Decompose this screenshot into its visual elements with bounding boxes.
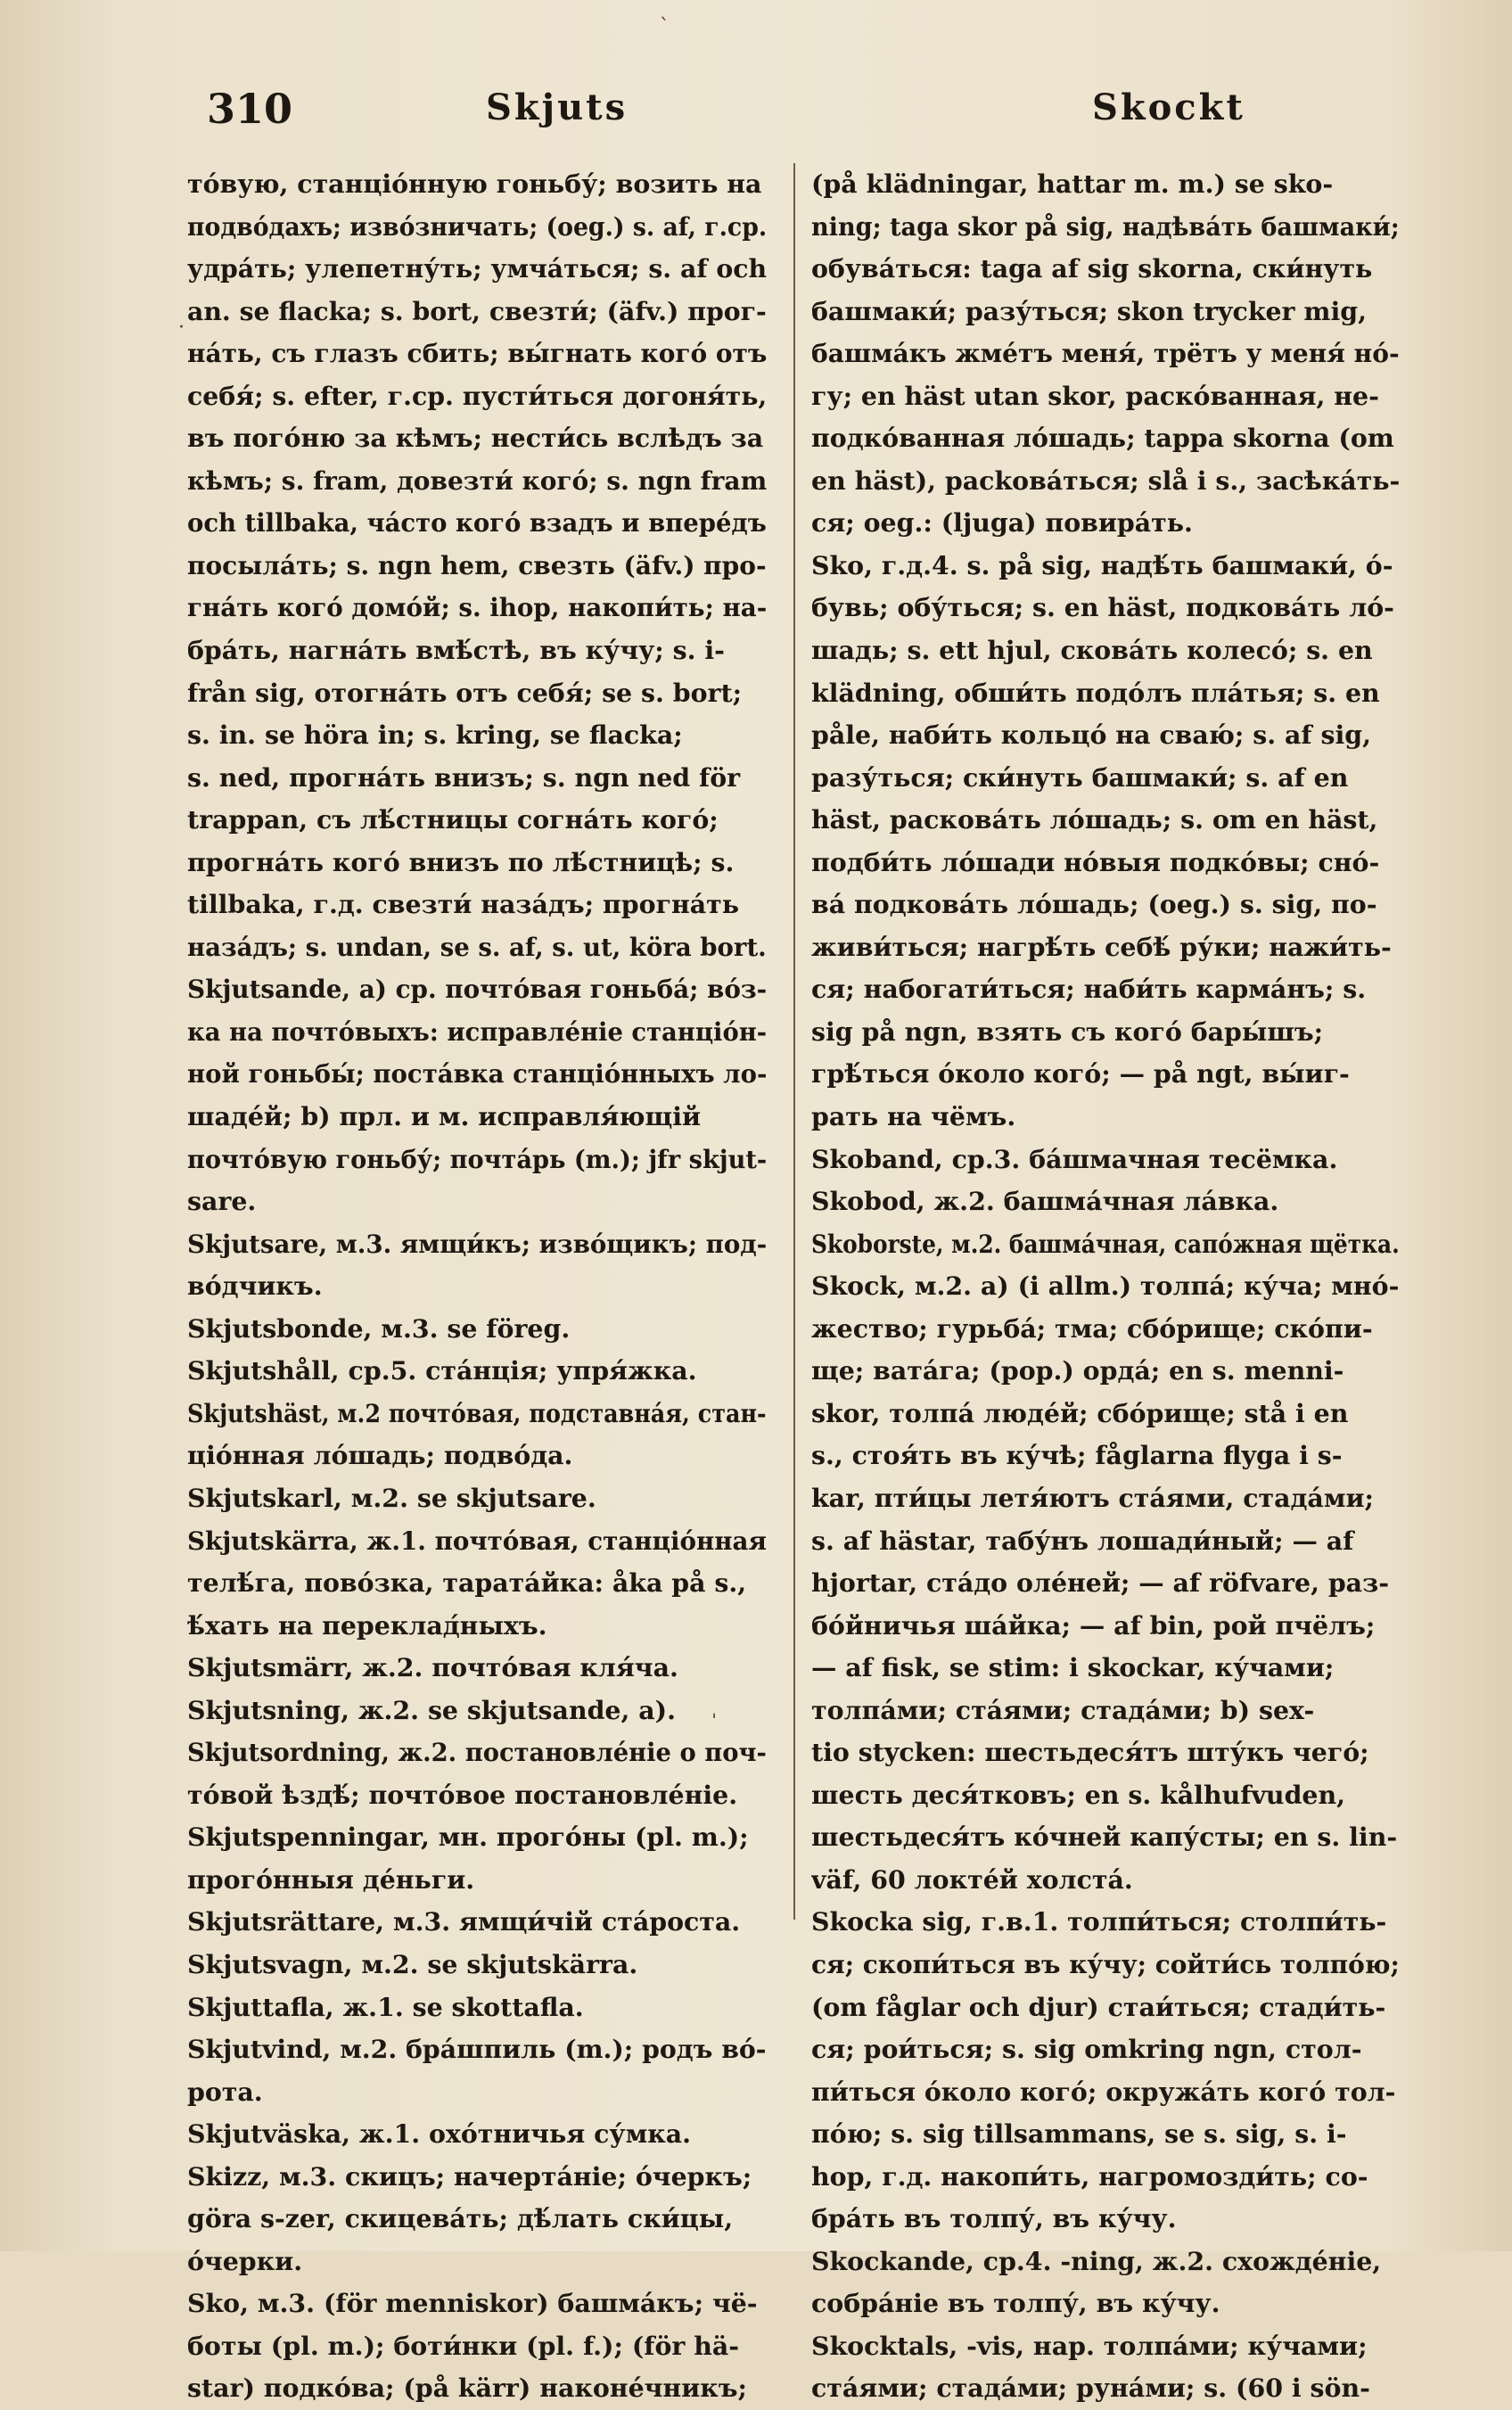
text-line: sig på ngn, взять съ кого́ бары́шъ; [811, 1016, 1324, 1047]
text-line: разу́ться; ски́нуть башмаки́; s. af en [811, 761, 1349, 793]
text-line: från sig, отогна́ть отъ себя́; se s. bort; [187, 677, 743, 708]
text-line: прого́нныя де́ньги. [187, 1863, 475, 1895]
text-line: во́дчикъ. [187, 1271, 323, 1302]
paper-speck: · [178, 317, 185, 339]
text-line: s. in. se höra in; s. kring, se flacka; [187, 720, 683, 751]
paper-speck: ˋ [660, 16, 670, 38]
text-line: шестьдеся́тъ ко́чней капу́сты; en s. lin- [811, 1822, 1398, 1853]
text-line: väf, 60 локте́й холста́. [811, 1863, 1133, 1895]
text-line: göra s-zer, скицева́ть; дѣ́лать ски́цы, [187, 2203, 734, 2234]
text-line: ста́ями; стада́ми; руна́ми; s. (60 i sön- [811, 2373, 1370, 2404]
column-divider [793, 163, 795, 1920]
text-line: башма́къ жме́тъ меня́, трётъ у меня́ но́- [811, 338, 1400, 369]
text-line: телѣ́га, пово́зка, тарата́йка: åka på s., [187, 1567, 747, 1599]
text-line: kar, пти́цы летя́ютъ ста́ями, стада́ми; [811, 1482, 1375, 1513]
text-line: подби́ть ло́шади но́выя подко́вы; сно́- [811, 846, 1380, 877]
text-line: påle, наби́ть кольцо́ на сваю́; s. af sig, [811, 720, 1371, 751]
text-line: Skjutskarl, м.2. se skjutsare. [187, 1482, 596, 1513]
running-head-left: Skjuts [486, 86, 629, 128]
text-line: häst, раскова́ть ло́шадь; s. om en häst, [811, 804, 1378, 835]
text-line: Skjutsvagn, м.2. se skjutskärra. [187, 1948, 638, 1979]
text-line: Skocktals, -vis, нар. толпа́ми; ку́чами; [811, 2330, 1368, 2361]
text-line: собра́ніе въ толпу́, въ ку́чу. [811, 2288, 1220, 2319]
text-line: Skobod, ж.2. башма́чная ла́вка. [811, 1186, 1279, 1217]
text-line: шадь; s. ett hjul, скова́ть колесо́; s. en [811, 635, 1373, 666]
text-line: гу; en häst utan skor, раско́ванная, не- [811, 380, 1379, 411]
text-line: hjortar, ста́до оле́ней; — af röfvare, раз- [811, 1567, 1389, 1599]
text-line: s. ned, прогна́ть внизъ; s. ngn ned för [187, 761, 741, 793]
text-line: skor, толпа́ люде́й; сбо́рище; stå i en [811, 1397, 1349, 1428]
text-line: Skockande, ср.4. -ning, ж.2. схожде́ніе, [811, 2245, 1382, 2276]
text-line: Skjutsare, м.3. ямщи́къ; изво́щикъ; под- [187, 1228, 767, 1259]
text-line: пи́ться о́коло кого́; окружа́ть кого́ тол- [811, 2076, 1396, 2107]
text-line: о́черки. [187, 2245, 303, 2276]
text-line: Skjutsande, a) ср. почто́вая гоньба́; во́з- [187, 974, 767, 1005]
text-line: подко́ванная ло́шадь; tappa skorna (om [811, 423, 1394, 454]
text-line: ва́ подкова́ть ло́шадь; (oeg.) s. sig, по- [811, 889, 1377, 920]
text-line: Skjutsrättare, м.3. ямщи́чій ста́роста. [187, 1906, 741, 1937]
text-line: trappan, съ лѣ́стницы согна́ть кого́; [187, 804, 719, 835]
text-line: башмаки́; разу́ться; skon trycker mig, [811, 295, 1367, 326]
text-line: Sko, м.3. (för menniskor) башма́къ; чё- [187, 2288, 758, 2319]
text-line: наза́дъ; s. undan, se s. af, s. ut, köra bort. [187, 931, 767, 962]
text-line: klädning, обши́ть подо́лъ пла́тья; s. en [811, 677, 1380, 708]
text-line: Skjutsordning, ж.2. постановле́ніе о поч- [187, 1737, 767, 1768]
text-line: Skjutspenningar, мн. прого́ны (pl. m.); [187, 1822, 749, 1853]
text-line: (på klädningar, hattar m. m.) se sko- [811, 169, 1334, 199]
text-line: бра́ть, нагна́ть вмѣ́стѣ, въ ку́чу; s. i- [187, 635, 725, 666]
text-line: въ пого́ню за кѣмъ; нести́сь вслѣдъ за [187, 423, 764, 454]
text-line: en häst), расkова́ться; slå i s., засѣка́ть- [811, 465, 1400, 496]
text-line: Skjutsmärr, ж.2. почто́вая кля́ча. [187, 1652, 678, 1683]
page-header [0, 85, 1512, 147]
text-line: sare. [187, 1186, 257, 1217]
text-line: Skjutskärra, ж.1. почто́вая, станціо́нная [187, 1525, 767, 1556]
text-line: Sko, г.д.4. s. på sig, надѣ́ть башмаки́, о́- [811, 549, 1393, 580]
text-line: то́вую, станціо́нную гоньбу́; возить на [187, 169, 762, 199]
text-line: по́ю; s. sig tillsammans, se s. sig, s. i- [811, 2118, 1347, 2150]
text-line: почто́вую гоньбу́; почта́рь (m.); jfr skjut- [187, 1143, 767, 1174]
text-line: ся; набогати́ться; наби́ть карма́нъ; s. [811, 974, 1367, 1005]
text-line: бувь; обу́ться; s. en häst, подкова́ть ло́- [811, 592, 1394, 623]
text-line: ся; рои́ться; s. sig omkring ngn, стол- [811, 2034, 1362, 2065]
text-line: Skjutväska, ж.1. охо́тничья су́мка. [187, 2118, 692, 2150]
text-line: ціо́нная ло́шадь; подво́да. [187, 1440, 573, 1471]
text-line: бо́йничья ша́йка; — af bin, рой пчёлъ; [811, 1609, 1376, 1641]
right-column [811, 163, 1400, 2410]
text-line: подво́дахъ; изво́зничать; (oeg.) s. af, г.ср. [187, 210, 767, 242]
text-line: ся; oeg.: (ljuga) повира́ть. [811, 507, 1193, 539]
text-line: гна́ть кого́ домо́й; s. ihop, накопи́ть; на- [187, 592, 767, 623]
text-line: себя́; s. efter, г.ср. пусти́ться догоня́ть, [187, 380, 767, 411]
text-line: толпа́ми; ста́ями; стада́ми; b) sex- [811, 1694, 1315, 1725]
text-line: ся; скопи́ться въ ку́чу; сойти́сь толпо́ю; [811, 1948, 1400, 1979]
text-line: Skjutsning, ж.2. se skjutsande, a). [187, 1694, 676, 1725]
text-line: Skjutvind, м.2. бра́шпиль (m.); родъ во́- [187, 2034, 767, 2065]
text-line: star) подко́ва; (på kärr) наконе́чникъ; [187, 2373, 748, 2404]
text-line: Skizz, м.3. скицъ; начерта́ніе; о́черкъ; [187, 2160, 752, 2192]
text-line: tillbaka, г.д. свезти́ наза́дъ; прогна́ть [187, 889, 740, 920]
text-line: Skoband, ср.3. ба́шмачная тесёмка. [811, 1143, 1338, 1174]
text-line: an. se flacka; s. bort, свезти́; (äfv.) прог- [187, 295, 767, 326]
text-line: рать на чёмъ. [811, 1101, 1016, 1132]
text-line: Skjutshåll, ср.5. ста́нція; упря́жка. [187, 1355, 697, 1386]
text-line: прогна́ть кого́ внизъ по лѣ́стницѣ; s. [187, 846, 735, 877]
text-line: ка на почто́выхъ: исправле́ніе станціо́н- [187, 1016, 767, 1047]
text-line: шаде́й; b) прл. и м. исправля́ющій [187, 1101, 702, 1132]
text-line: ѣ́хать на переклад́ныхъ. [187, 1609, 547, 1641]
text-line: ning; taga skor på sig, надѣва́ть башмаки́; [811, 210, 1400, 242]
text-line: живи́ться; нагрѣ́ть себѣ́ ру́ки; нажи́ть- [811, 931, 1392, 962]
text-line: ной гоньбы́; поста́вка станціо́нныхъ ло- [187, 1058, 767, 1090]
text-line: на́ть, съ глазъ сбить; вы́гнать кого́ отъ [187, 338, 767, 369]
text-line: Skocka sig, г.в.1. толпи́ться; столпи́ть- [811, 1906, 1387, 1937]
text-line: удра́ть; улепетну́ть; умча́ться; s. af och [187, 253, 767, 284]
text-line: посыла́ть; s. ngn hem, свезть (äfv.) про- [187, 549, 767, 580]
text-line: Skjuttafla, ж.1. se skottafla. [187, 1991, 584, 2022]
text-line: бра́ть въ толпу́, въ ку́чу. [811, 2203, 1177, 2234]
text-line: боты (pl. m.); боти́нки (pl. f.); (för hä- [187, 2330, 740, 2361]
text-line: s., стоя́ть въ ку́чѣ; fåglarna flyga i s- [811, 1440, 1343, 1471]
left-column [187, 163, 767, 2410]
text-line: обува́ться: taga af sig skorna, ски́нуть [811, 253, 1373, 284]
running-head-right: Skockt [1092, 86, 1245, 128]
text-line: (om fåglar och djur) стаи́ться; стади́ть- [811, 1991, 1386, 2022]
text-line: ще; вата́га; (pop.) орда́; en s. menni- [811, 1355, 1344, 1386]
text-line: рота. [187, 2076, 263, 2107]
page-number: 310 [207, 85, 293, 133]
text-line: грѣ́ться о́коло кого́; — på ngt, вы́иг- [811, 1058, 1350, 1090]
text-line: Skjutsbonde, м.3. se föreg. [187, 1312, 571, 1344]
text-line: s. af hästar, табу́нъ лошади́ный; — af [811, 1525, 1354, 1556]
text-line: то́вой ѣздѣ́; почто́вое постановле́ніе. [187, 1779, 738, 1810]
text-line: Skjutshäst, м.2 почто́вая, подставна́я, стан- [187, 1397, 767, 1428]
text-line: Skock, м.2. a) (i allm.) толпа́; ку́ча; мно́- [811, 1271, 1400, 1302]
text-line: кѣмъ; s. fram, довезти́ кого́; s. ngn fram [187, 465, 767, 496]
text-line: tio stycken: шестьдеся́тъ шту́къ чего́; [811, 1737, 1369, 1768]
text-line: шесть деся́тковъ; en s. kålhufvuden, [811, 1779, 1346, 1810]
text-line: жество; гурьба́; тма; сбо́рище; ско́пи- [811, 1312, 1373, 1344]
text-line: hop, г.д. накопи́ть, нагромозди́ть; со- [811, 2160, 1368, 2192]
paper-speck: ˈ [711, 1712, 718, 1734]
text-line: Skoborste, м.2. башма́чная, сапо́жная щётка. [811, 1228, 1400, 1259]
text-line: — af fisk, se stim: i skockar, ку́чами; [811, 1652, 1335, 1683]
text-line: och tillbaka, ча́сто кого́ взадъ и впере́дъ [187, 507, 767, 539]
